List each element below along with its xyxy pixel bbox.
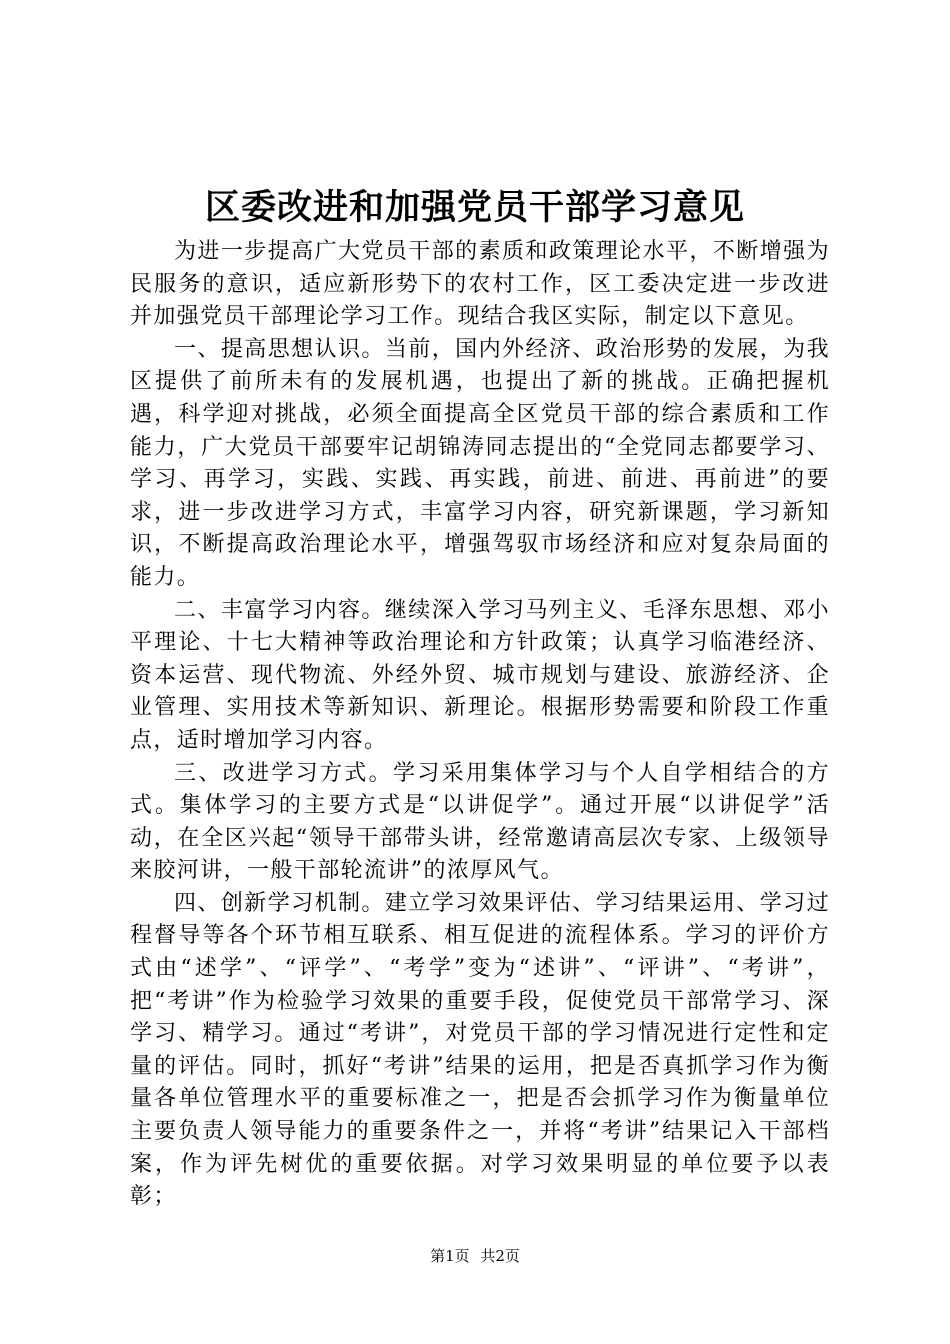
section-4-paragraph: 四、创新学习机制。建立学习效果评估、学习结果运用、学习过程督导等各个环节相互联系、相互促进的流程体系。学习的评价方式由“述学”、“评学”、“考学”变为“述讲”、“评讲”、“考讲”，把“考讲”作为检验学习效果的重要手段，促使党员干部常学习、深学习、精学习。通过“考讲”，对党员干部的学习情况进行定性和定量的评估。同时，抓好“考讲”结果的运用，把是否真抓学习作为衡量各单位管理水平的重要标准之一，把是否会抓学习作为衡量单位主要负责人领导能力的重要条件之一，并将“考讲”结果记入干部档案，作为评先树优的重要依据。对学习效果明显的单位要予以表彰； xyxy=(130,890,830,1210)
intro-paragraph: 为进一步提高广大党员干部的素质和政策理论水平，不断增强为民服务的意识，适应新形势下的农村工作，区工委决定进一步改进并加强党员干部理论学习工作。现结合我区实际，制定以下意见。 xyxy=(130,239,830,330)
page-number: 第1页 xyxy=(430,1247,470,1265)
section-3-paragraph: 三、改进学习方式。学习采用集体学习与个人自学相结合的方式。集体学习的主要方式是“以讲促学”。通过开展“以讲促学”活动，在全区兴起“领导干部带头讲，经常邀请高层次专家、上级领导来胶河讲，一般干部轮流讲”的浓厚风气。 xyxy=(130,760,830,884)
page-total: 共2页 xyxy=(480,1247,520,1265)
document-body xyxy=(130,236,830,1214)
page-footer xyxy=(0,1246,950,1266)
document-title: 区委改进和加强党员干部学习意见 xyxy=(204,187,745,228)
section-2-paragraph: 二、丰富学习内容。继续深入学习马列主义、毛泽东思想、邓小平理论、十七大精神等政治理论和方针政策；认真学习临港经济、资本运营、现代物流、外经外贸、城市规划与建设、旅游经济、企业管理、实用技术等新知识、新理论。根据形势需要和阶段工作重点，适时增加学习内容。 xyxy=(130,597,830,753)
section-1-paragraph: 一、提高思想认识。当前，国内外经济、政治形势的发展，为我区提供了前所未有的发展机遇，也提出了新的挑战。正确把握机遇，科学迎对挑战，必须全面提高全区党员干部的综合素质和工作能力，广大党员干部要牢记胡锦涛同志提出的“全党同志都要学习、学习、再学习，实践、实践、再实践，前进、前进、再前进”的要求，进一步改进学习方式，丰富学习内容，研究新课题，学习新知识，不断提高政治理论水平，增强驾驭市场经济和应对复杂局面的能力。 xyxy=(130,336,830,590)
